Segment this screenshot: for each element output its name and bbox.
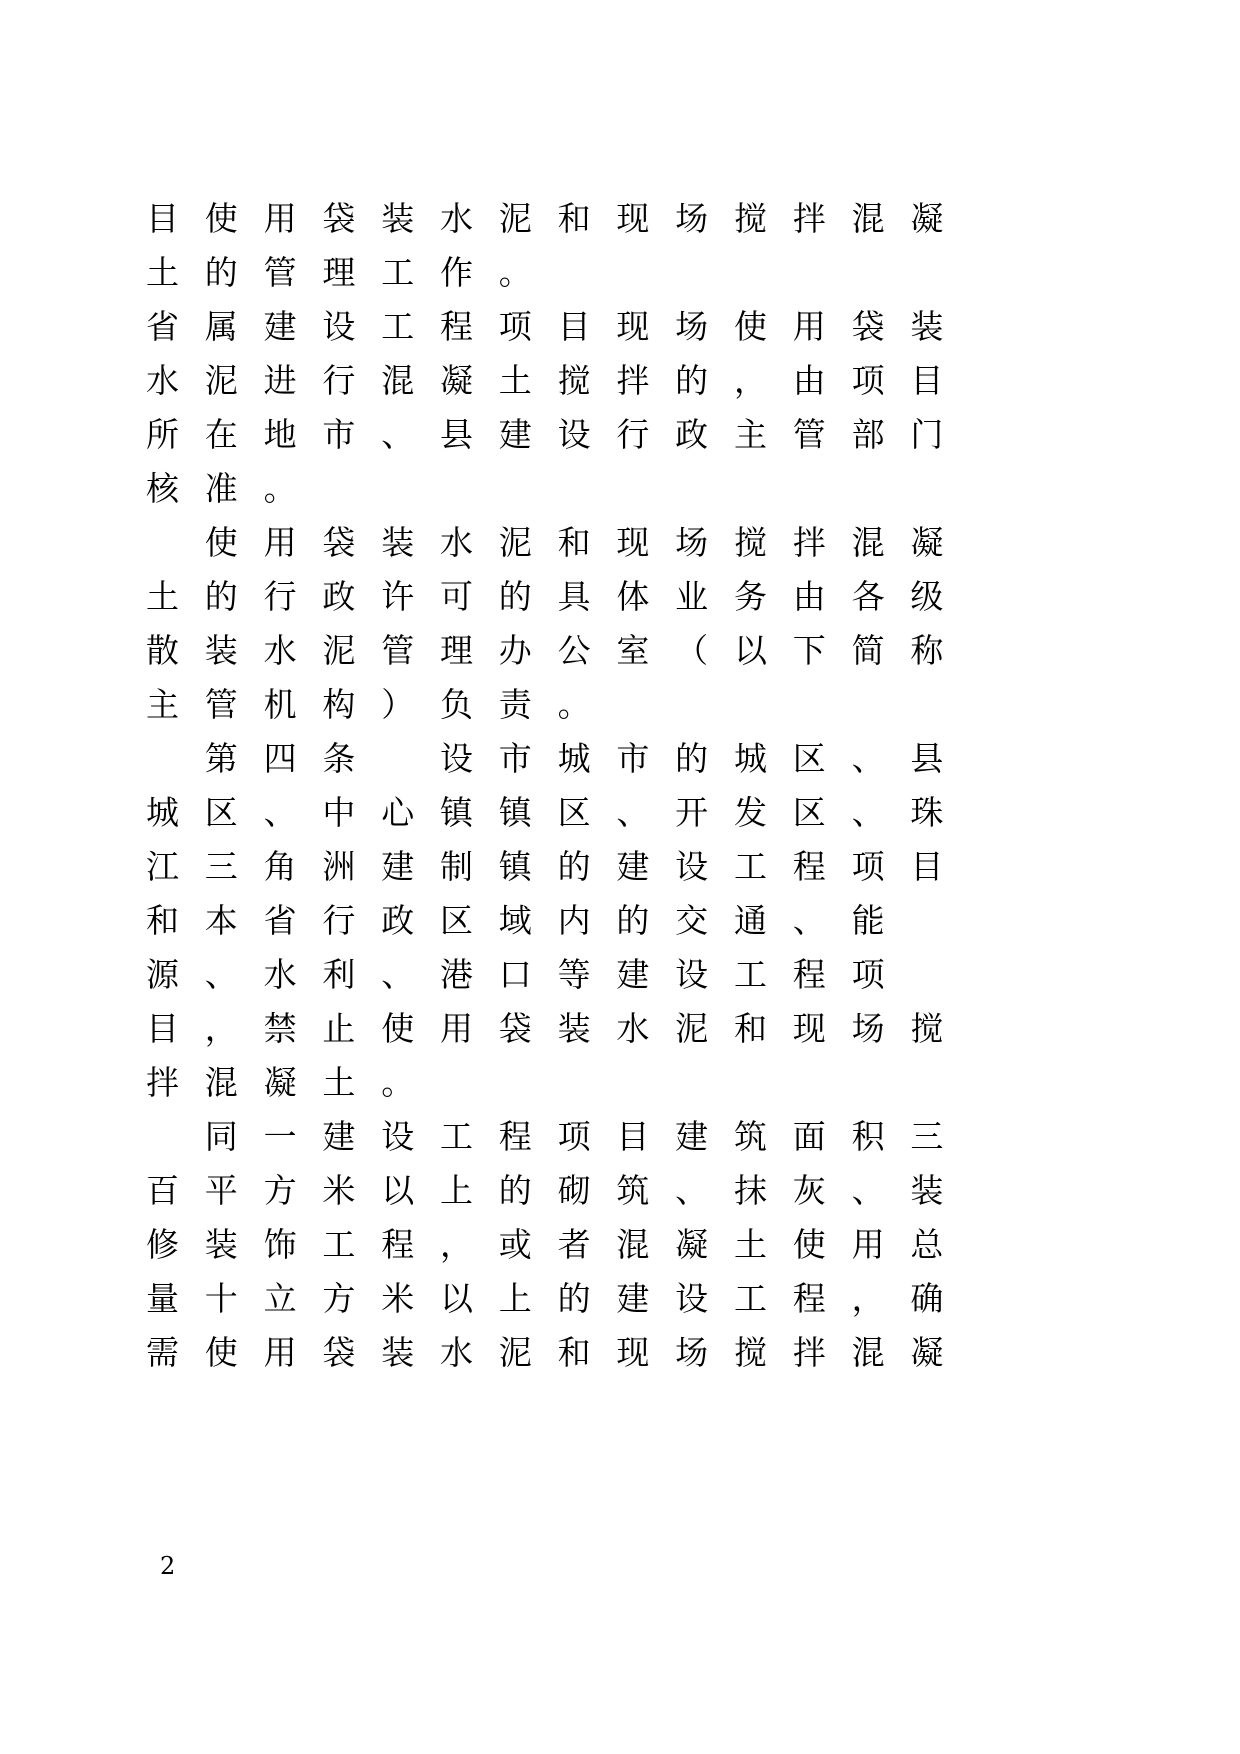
text-char: 量 xyxy=(146,1279,179,1318)
text-line xyxy=(146,1164,969,1218)
text-char: 和 xyxy=(557,1333,591,1372)
text-char: 设 xyxy=(675,1279,709,1318)
text-char: 区 xyxy=(204,793,238,832)
text-char: ， xyxy=(733,361,767,400)
text-char xyxy=(381,732,440,786)
text-char: 理 xyxy=(322,253,356,292)
text-char: 项 xyxy=(557,1117,591,1156)
text-char: 装 xyxy=(381,1333,415,1372)
text-char: 方 xyxy=(263,1171,297,1210)
text-char: 工 xyxy=(733,955,767,994)
text-char: 上 xyxy=(498,1279,532,1318)
text-char: 现 xyxy=(616,523,650,562)
text-char: 可 xyxy=(439,577,473,616)
text-char: 装 xyxy=(910,307,944,346)
text-char: 现 xyxy=(792,1009,826,1048)
text-char xyxy=(146,1110,205,1164)
text-char: 散 xyxy=(146,631,179,670)
text-char: 管 xyxy=(381,631,415,670)
text-char: 搅 xyxy=(557,361,591,400)
text-char: 搅 xyxy=(733,1333,767,1372)
text-line xyxy=(146,624,969,678)
text-char xyxy=(146,732,205,786)
text-char: 省 xyxy=(263,901,297,940)
text-char: 砌 xyxy=(557,1171,591,1210)
text-char: 主 xyxy=(733,415,767,454)
text-char: 建 xyxy=(263,307,297,346)
text-char: 止 xyxy=(322,1009,356,1048)
text-char: 的 xyxy=(557,847,591,886)
text-char: 具 xyxy=(557,577,591,616)
text-char: 百 xyxy=(146,1171,179,1210)
text-line xyxy=(146,1218,969,1272)
text-char: 水 xyxy=(616,1009,650,1048)
text-char: （ xyxy=(675,631,709,670)
text-char: 、 xyxy=(381,955,415,994)
text-char: 属 xyxy=(204,307,238,346)
text-char: 凝 xyxy=(910,523,944,562)
text-char: 和 xyxy=(733,1009,767,1048)
text-line xyxy=(146,1056,440,1110)
text-char: 袋 xyxy=(322,1333,356,1372)
text-char: 场 xyxy=(675,523,709,562)
text-char: 源 xyxy=(146,955,179,994)
text-char: 管 xyxy=(263,253,297,292)
text-line xyxy=(146,300,969,354)
text-char: 混 xyxy=(851,199,885,238)
text-char: 程 xyxy=(792,1279,826,1318)
text-char: 业 xyxy=(675,577,709,616)
text-char: 制 xyxy=(439,847,473,886)
text-char: 泥 xyxy=(675,1009,709,1048)
text-char: 上 xyxy=(439,1171,473,1210)
text-char: 区 xyxy=(792,739,826,778)
text-char: 简 xyxy=(851,631,885,670)
text-char: 行 xyxy=(322,901,356,940)
text-char: 凝 xyxy=(675,1225,709,1264)
text-char: 用 xyxy=(263,1333,297,1372)
text-line xyxy=(146,516,969,570)
text-char: 水 xyxy=(439,523,473,562)
text-char: 者 xyxy=(557,1225,591,1264)
text-char: 建 xyxy=(675,1117,709,1156)
text-char: 装 xyxy=(204,631,238,670)
page-number: 2 xyxy=(160,1552,176,1580)
text-char: 目 xyxy=(910,847,944,886)
text-char: 装 xyxy=(557,1009,591,1048)
text-char: 利 xyxy=(322,955,356,994)
text-char: 域 xyxy=(498,901,532,940)
text-char: 用 xyxy=(851,1225,885,1264)
text-char: 平 xyxy=(204,1171,238,1210)
text-char: 交 xyxy=(675,901,709,940)
text-char: 和 xyxy=(557,199,591,238)
text-char: 修 xyxy=(146,1225,179,1264)
text-char: 现 xyxy=(616,1333,650,1372)
text-char: 确 xyxy=(910,1279,944,1318)
text-char: 许 xyxy=(381,577,415,616)
text-char: 责 xyxy=(498,685,532,724)
text-char: 本 xyxy=(204,901,238,940)
text-char: 程 xyxy=(498,1117,532,1156)
text-char: 主 xyxy=(146,685,179,724)
text-char: 水 xyxy=(439,199,473,238)
text-char: 土 xyxy=(498,361,532,400)
text-char: 程 xyxy=(792,955,826,994)
text-char: 级 xyxy=(910,577,944,616)
text-char: 使 xyxy=(204,1333,238,1372)
text-char: 镇 xyxy=(498,793,532,832)
text-char: 角 xyxy=(263,847,297,886)
text-char: 同 xyxy=(204,1117,238,1156)
text-char: 场 xyxy=(675,1333,709,1372)
text-char: 凝 xyxy=(910,1333,944,1372)
text-char: 场 xyxy=(675,199,709,238)
text-char: 镇 xyxy=(498,847,532,886)
text-char: 目 xyxy=(616,1117,650,1156)
text-char: 负 xyxy=(439,685,473,724)
text-char: 建 xyxy=(616,1279,650,1318)
text-char: 米 xyxy=(322,1171,356,1210)
text-char: 洲 xyxy=(322,847,356,886)
text-char: 水 xyxy=(263,631,297,670)
text-char: 所 xyxy=(146,415,179,454)
text-char: 下 xyxy=(792,631,826,670)
text-char: 混 xyxy=(616,1225,650,1264)
text-char: 的 xyxy=(675,361,709,400)
text-line xyxy=(146,192,969,246)
text-char: 。 xyxy=(263,469,297,508)
text-char: 办 xyxy=(498,631,532,670)
text-line xyxy=(146,840,969,894)
text-char: 土 xyxy=(733,1225,767,1264)
text-char: 土 xyxy=(146,577,179,616)
text-char: 市 xyxy=(498,739,532,778)
text-char: 建 xyxy=(498,415,532,454)
text-char: 和 xyxy=(557,523,591,562)
text-char: 门 xyxy=(910,415,944,454)
text-char: 作 xyxy=(439,253,473,292)
text-char: 项 xyxy=(498,307,532,346)
text-char: 饰 xyxy=(263,1225,297,1264)
text-char: 管 xyxy=(792,415,826,454)
text-char: 港 xyxy=(439,955,473,994)
text-char: 立 xyxy=(263,1279,297,1318)
text-char: 袋 xyxy=(322,199,356,238)
text-char: 建 xyxy=(381,847,415,886)
text-char: 地 xyxy=(263,415,297,454)
text-char: 用 xyxy=(439,1009,473,1048)
text-char: 拌 xyxy=(792,1333,826,1372)
text-char: 的 xyxy=(616,901,650,940)
text-char: 凝 xyxy=(263,1063,297,1102)
text-char: 需 xyxy=(146,1333,179,1372)
text-char: 区 xyxy=(792,793,826,832)
text-char: 准 xyxy=(204,469,238,508)
text-line xyxy=(146,462,322,516)
text-char: 的 xyxy=(498,1171,532,1210)
text-char: 心 xyxy=(381,793,415,832)
text-line xyxy=(146,354,969,408)
text-char: 设 xyxy=(675,955,709,994)
text-char: 筑 xyxy=(733,1117,767,1156)
text-char: 搅 xyxy=(733,199,767,238)
text-char: 的 xyxy=(557,1279,591,1318)
text-char: 城 xyxy=(557,739,591,778)
text-char: 政 xyxy=(322,577,356,616)
text-char: 等 xyxy=(557,955,591,994)
text-char: 搅 xyxy=(733,523,767,562)
text-char: 场 xyxy=(675,307,709,346)
text-line xyxy=(146,570,969,624)
text-char: 现 xyxy=(616,199,650,238)
text-char: 、 xyxy=(851,793,885,832)
text-char: 的 xyxy=(498,577,532,616)
text-char: 。 xyxy=(498,253,532,292)
text-char: 以 xyxy=(381,1171,415,1210)
text-char: 水 xyxy=(146,361,179,400)
text-char: 的 xyxy=(675,739,709,778)
text-line xyxy=(146,894,910,948)
text-char: 、 xyxy=(675,1171,709,1210)
text-char: 、 xyxy=(792,901,826,940)
text-char: 灰 xyxy=(792,1171,826,1210)
text-char: 目 xyxy=(146,199,179,238)
text-char: 袋 xyxy=(498,1009,532,1048)
text-char: 通 xyxy=(733,901,767,940)
text-char: 水 xyxy=(263,955,297,994)
text-line xyxy=(146,1002,969,1056)
text-char: 、 xyxy=(616,793,650,832)
text-char: 袋 xyxy=(851,307,885,346)
text-char: 筑 xyxy=(616,1171,650,1210)
text-char: 建 xyxy=(322,1117,356,1156)
text-char: 以 xyxy=(733,631,767,670)
text-char: 总 xyxy=(910,1225,944,1264)
text-char: 市 xyxy=(616,739,650,778)
text-char: 行 xyxy=(322,361,356,400)
text-char: 程 xyxy=(439,307,473,346)
text-char: 凝 xyxy=(439,361,473,400)
text-char: 机 xyxy=(263,685,297,724)
text-char: 装 xyxy=(910,1171,944,1210)
text-char: 四 xyxy=(263,739,297,778)
text-char: 室 xyxy=(616,631,650,670)
text-char: 内 xyxy=(557,901,591,940)
text-char: 称 xyxy=(910,631,944,670)
text-char: 、 xyxy=(263,793,297,832)
text-char: 和 xyxy=(146,901,179,940)
text-char: ， xyxy=(851,1279,885,1318)
text-line xyxy=(146,678,616,732)
text-char: 各 xyxy=(851,577,885,616)
text-char: 混 xyxy=(851,1333,885,1372)
text-char: 理 xyxy=(439,631,473,670)
text-char: 混 xyxy=(851,523,885,562)
text-char: ， xyxy=(439,1225,473,1264)
text-char: 行 xyxy=(263,577,297,616)
text-char: 拌 xyxy=(616,361,650,400)
text-char: 工 xyxy=(733,847,767,886)
text-char: 。 xyxy=(381,1063,415,1102)
text-char: 或 xyxy=(498,1225,532,1264)
text-char: 县 xyxy=(439,415,473,454)
text-char: 口 xyxy=(498,955,532,994)
text-char: 区 xyxy=(557,793,591,832)
text-char: 公 xyxy=(557,631,591,670)
text-char: 第 xyxy=(204,739,238,778)
text-char: 进 xyxy=(263,361,297,400)
text-char: 泥 xyxy=(498,523,532,562)
text-char: 建 xyxy=(616,847,650,886)
text-char: 使 xyxy=(792,1225,826,1264)
text-char: 用 xyxy=(263,199,297,238)
text-char: 政 xyxy=(675,415,709,454)
text-char: 以 xyxy=(439,1279,473,1318)
text-char: 拌 xyxy=(146,1063,179,1102)
text-line xyxy=(146,408,969,462)
text-char: 混 xyxy=(381,361,415,400)
text-char: 拌 xyxy=(792,523,826,562)
text-char: 项 xyxy=(851,361,885,400)
text-char: 、 xyxy=(851,1171,885,1210)
text-char: 工 xyxy=(439,1117,473,1156)
text-char: 、 xyxy=(851,739,885,778)
text-char: 省 xyxy=(146,307,179,346)
text-char: 体 xyxy=(616,577,650,616)
text-char: 三 xyxy=(204,847,238,886)
text-char: 用 xyxy=(792,307,826,346)
text-char: 泥 xyxy=(204,361,238,400)
text-char: 工 xyxy=(381,307,415,346)
text-char: 程 xyxy=(381,1225,415,1264)
text-char: 袋 xyxy=(322,523,356,562)
text-char: 能 xyxy=(851,901,885,940)
text-char: ） xyxy=(381,685,415,724)
text-char: 现 xyxy=(616,307,650,346)
text-char: 拌 xyxy=(792,199,826,238)
text-char: 管 xyxy=(204,685,238,724)
text-char: 政 xyxy=(381,901,415,940)
text-char: 建 xyxy=(616,955,650,994)
text-char: 混 xyxy=(204,1063,238,1102)
text-char: 、 xyxy=(381,415,415,454)
text-char: 镇 xyxy=(439,793,473,832)
text-char: 县 xyxy=(910,739,944,778)
text-char: 用 xyxy=(263,523,297,562)
text-char: 使 xyxy=(204,199,238,238)
text-char: 城 xyxy=(733,739,767,778)
text-char: 由 xyxy=(792,577,826,616)
text-char: 设 xyxy=(557,415,591,454)
text-char: 三 xyxy=(910,1117,944,1156)
text-char: 面 xyxy=(792,1117,826,1156)
text-char: 设 xyxy=(322,307,356,346)
text-char: 开 xyxy=(675,793,709,832)
text-char: 凝 xyxy=(910,199,944,238)
text-line xyxy=(146,732,969,786)
text-line xyxy=(146,1110,969,1164)
text-char: 目 xyxy=(146,1009,179,1048)
text-line xyxy=(146,1326,969,1380)
text-line xyxy=(146,1272,969,1326)
text-char: 使 xyxy=(733,307,767,346)
text-char: 行 xyxy=(616,415,650,454)
text-char: 装 xyxy=(381,199,415,238)
text-char: 装 xyxy=(381,523,415,562)
text-line xyxy=(146,948,910,1002)
text-char: 在 xyxy=(204,415,238,454)
text-char: 由 xyxy=(792,361,826,400)
text-char: 。 xyxy=(557,685,591,724)
text-char: 目 xyxy=(557,307,591,346)
text-char: 珠 xyxy=(910,793,944,832)
text-char: 设 xyxy=(675,847,709,886)
text-char: 使 xyxy=(204,523,238,562)
text-char: 核 xyxy=(146,469,179,508)
text-char: 务 xyxy=(733,577,767,616)
text-char: 目 xyxy=(910,361,944,400)
text-char: 泥 xyxy=(498,1333,532,1372)
text-char: 工 xyxy=(381,253,415,292)
text-char: 方 xyxy=(322,1279,356,1318)
text-char: 一 xyxy=(263,1117,297,1156)
text-char: 区 xyxy=(439,901,473,940)
text-char: 设 xyxy=(381,1117,415,1156)
text-char: 泥 xyxy=(498,199,532,238)
text-line xyxy=(146,246,558,300)
text-char: 市 xyxy=(322,415,356,454)
text-char: 装 xyxy=(204,1225,238,1264)
text-char: 程 xyxy=(792,847,826,886)
text-char: 中 xyxy=(322,793,356,832)
text-char: 工 xyxy=(733,1279,767,1318)
text-char: 项 xyxy=(851,955,885,994)
text-char: 抹 xyxy=(733,1171,767,1210)
text-line xyxy=(146,786,969,840)
text-char: 部 xyxy=(851,415,885,454)
text-char: 场 xyxy=(851,1009,885,1048)
text-char: 积 xyxy=(851,1117,885,1156)
text-char: 江 xyxy=(146,847,179,886)
text-char: 米 xyxy=(381,1279,415,1318)
text-char: 条 xyxy=(322,739,356,778)
text-char: 使 xyxy=(381,1009,415,1048)
text-char: 水 xyxy=(439,1333,473,1372)
text-char: 工 xyxy=(322,1225,356,1264)
text-char: ， xyxy=(204,1009,238,1048)
text-char: 、 xyxy=(204,955,238,994)
text-char: 设 xyxy=(439,739,473,778)
text-char: 土 xyxy=(322,1063,356,1102)
text-char: 禁 xyxy=(263,1009,297,1048)
text-char: 搅 xyxy=(910,1009,944,1048)
text-char: 泥 xyxy=(322,631,356,670)
text-char: 构 xyxy=(322,685,356,724)
text-char: 十 xyxy=(204,1279,238,1318)
text-char: 土 xyxy=(146,253,179,292)
text-char: 的 xyxy=(204,253,238,292)
text-char: 发 xyxy=(733,793,767,832)
text-char: 城 xyxy=(146,793,179,832)
text-char: 的 xyxy=(204,577,238,616)
text-char xyxy=(146,516,205,570)
text-char: 项 xyxy=(851,847,885,886)
